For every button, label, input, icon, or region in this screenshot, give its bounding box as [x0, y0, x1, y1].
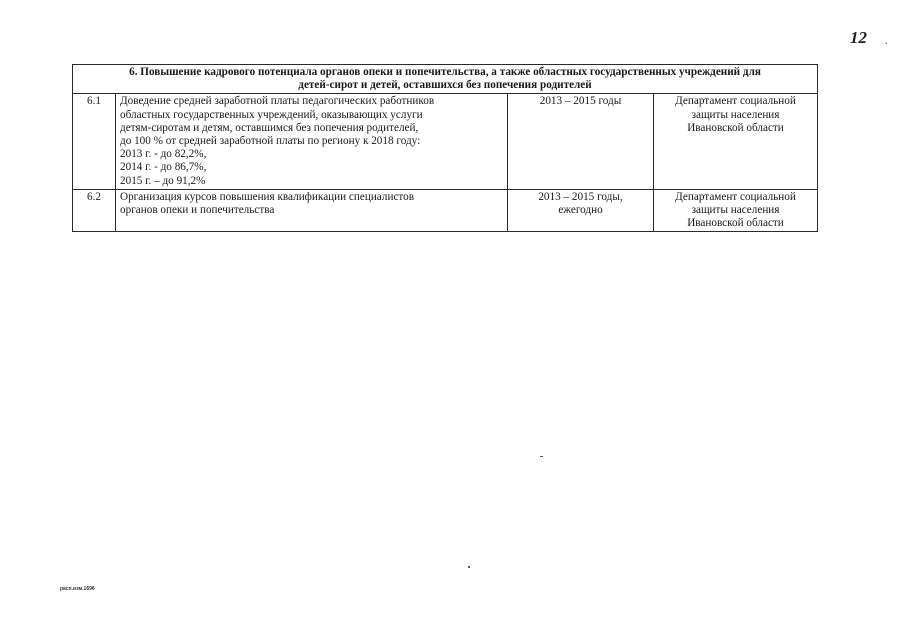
- page-number: 12: [850, 28, 867, 47]
- scan-speck: [468, 566, 470, 568]
- section-title: [73, 65, 818, 94]
- corner-mark: .: [885, 36, 888, 47]
- responsible-line: защиты населения: [691, 108, 780, 121]
- description-line: органов опеки и попечительства: [120, 204, 275, 217]
- description-line: областных государственных учреждений, оказывающих услуги: [120, 108, 423, 121]
- row-number: 6.1: [73, 94, 116, 189]
- plan-table: [72, 64, 818, 232]
- description-line: 2013 г. - до 82,2%,: [120, 148, 207, 161]
- description-line: детям-сиротам и детям, оставшимся без попечения родителей,: [120, 121, 419, 134]
- row-period: [508, 94, 654, 189]
- row-number: 6.2: [73, 189, 116, 232]
- description-line: 2014 г. - до 86,7%,: [120, 161, 207, 174]
- row-period: [508, 189, 654, 232]
- responsible-line: Ивановской области: [687, 217, 784, 230]
- row-responsible: [654, 94, 818, 189]
- section-title-line-1: 6. Повышение кадрового потенциала органов опеки и попечительства, а также областных государственных учреждений для: [129, 66, 761, 78]
- responsible-line: Департамент социальной: [675, 190, 796, 203]
- description-line: 2015 г. – до 91,2%: [120, 174, 206, 187]
- row-responsible: [654, 189, 818, 232]
- footer-mark: расп.изм.1696: [60, 586, 95, 592]
- row-description: [116, 189, 508, 232]
- description-line: до 100 % от средней заработной платы по региону к 2018 году:: [120, 135, 421, 148]
- responsible-line: Департамент социальной: [675, 95, 796, 108]
- section-title-line-2: детей-сирот и детей, оставшихся без попечения родителей: [298, 79, 592, 92]
- period-line: ежегодно: [558, 204, 603, 217]
- row-description: [116, 94, 508, 189]
- scan-speck: [540, 456, 543, 457]
- period-line: 2013 – 2015 годы,: [538, 190, 623, 203]
- period-line: 2013 – 2015 годы: [539, 95, 622, 108]
- responsible-line: Ивановской области: [687, 121, 784, 134]
- responsible-line: защиты населения: [691, 204, 780, 217]
- table-row: [73, 189, 818, 232]
- section-header-row: [73, 65, 818, 94]
- table-row: [73, 94, 818, 189]
- description-line: Доведение средней заработной платы педагогических работников: [120, 95, 435, 108]
- description-line: Организация курсов повышения квалификации специалистов: [120, 190, 415, 203]
